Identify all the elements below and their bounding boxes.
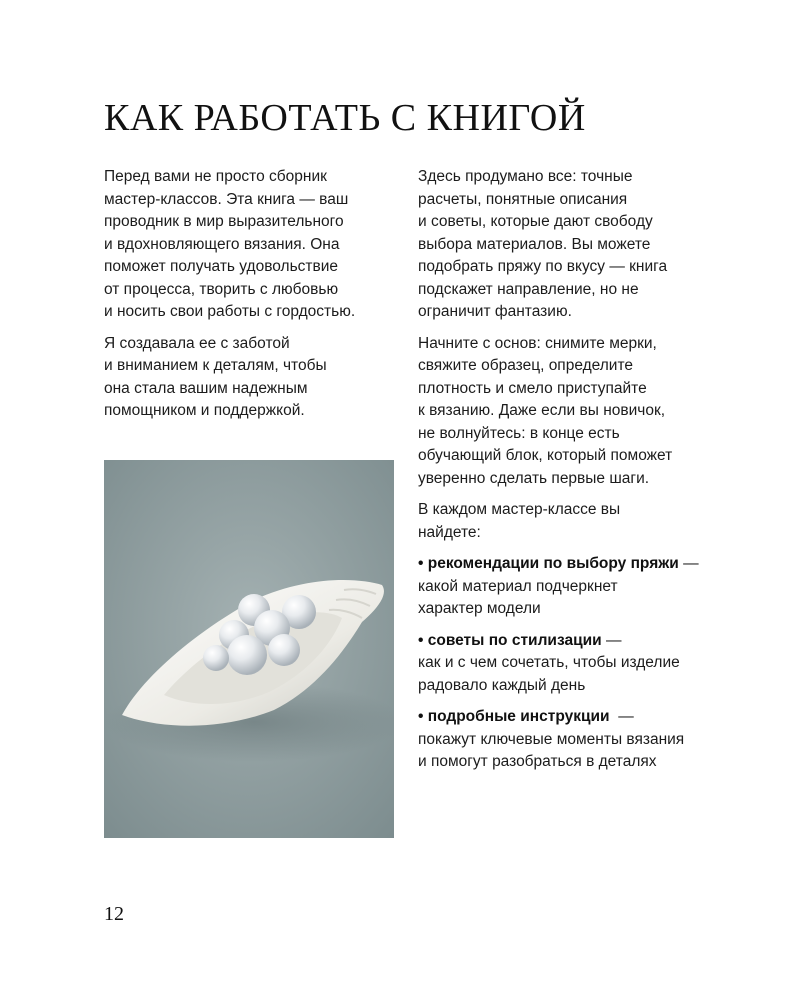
text-line: и вдохновляющего вязания. Она [104, 235, 340, 253]
text-line: плотность и смело приступайте [418, 379, 647, 397]
bullet-dash: — [601, 631, 622, 649]
bullet-heading: • подробные инструкции [418, 708, 610, 725]
text-line: уверенно сделать первые шаги. [418, 469, 650, 487]
text-line: ограничит фантазию. [418, 303, 572, 320]
text-line: от процесса, творить с любовью [104, 280, 339, 298]
bullet-heading: • рекомендации по выбору пряжи [418, 555, 679, 572]
text-line: Перед вами не просто сборник [104, 168, 327, 185]
text-line: выбора материалов. Вы можете [418, 235, 651, 253]
pearls-in-shell-icon [104, 460, 394, 838]
text-line: и носить свои работы с гордостью. [104, 303, 356, 320]
pearls-in-shell-photo [104, 460, 394, 838]
text-line: какой материал подчеркнет [418, 577, 618, 595]
text-line: и вниманием к деталям, чтобы [104, 357, 327, 374]
text-line: Начните с основ: снимите мерки, [418, 334, 657, 352]
text-line: обучающий блок, который поможет [418, 447, 673, 464]
text-line: Я создавала ее с заботой [104, 334, 290, 352]
bullet-dash: — [609, 708, 634, 725]
text-line: радовало каждый день [418, 676, 586, 694]
text-line: к вязанию. Даже если вы новичок, [418, 402, 666, 419]
text-line: поможет получать удовольствие [104, 258, 339, 275]
basics-paragraph [418, 333, 718, 491]
text-line: и советы, которые дают свободу [418, 213, 653, 230]
text-line: мастер-классов. Эта книга — ваш [104, 190, 349, 208]
right-column [418, 166, 718, 783]
contents-intro-paragraph [418, 499, 718, 544]
text-line: она стала вашим надежным [104, 379, 308, 397]
bullet-yarn-recommendations [418, 553, 718, 621]
text-line: покажут ключевые моменты вязания [418, 730, 685, 748]
text-line: подскажет направление, но не [418, 280, 639, 298]
page-title: КАК РАБОТАТЬ С КНИГОЙ [104, 97, 586, 139]
text-line: найдете: [418, 523, 481, 541]
bullet-styling-tips [418, 630, 718, 698]
text-line: Здесь продумано все: точные [418, 168, 633, 185]
text-line: не волнуйтесь: в конце есть [418, 424, 620, 442]
page-number: 12 [104, 903, 124, 925]
text-line: и помогут разобраться в деталях [418, 753, 657, 770]
text-line: свяжите образец, определите [418, 357, 634, 374]
text-line: как и с чем сочетать, чтобы изделие [418, 654, 680, 671]
text-line: проводник в мир выразительного [104, 213, 344, 230]
bullet-detailed-instructions [418, 706, 718, 774]
text-line: подобрать пряжу по вкусу — книга [418, 258, 668, 275]
text-line: характер модели [418, 600, 541, 617]
left-column [104, 166, 404, 432]
details-paragraph [418, 166, 718, 324]
text-line: помощником и поддержкой. [104, 402, 305, 419]
text-line: расчеты, понятные описания [418, 190, 628, 208]
bullet-dash: — [678, 555, 699, 572]
bullet-heading: • советы по стилизации [418, 631, 602, 649]
text-line: В каждом мастер-классе вы [418, 501, 621, 518]
author-paragraph [104, 333, 404, 423]
intro-paragraph [104, 166, 404, 324]
